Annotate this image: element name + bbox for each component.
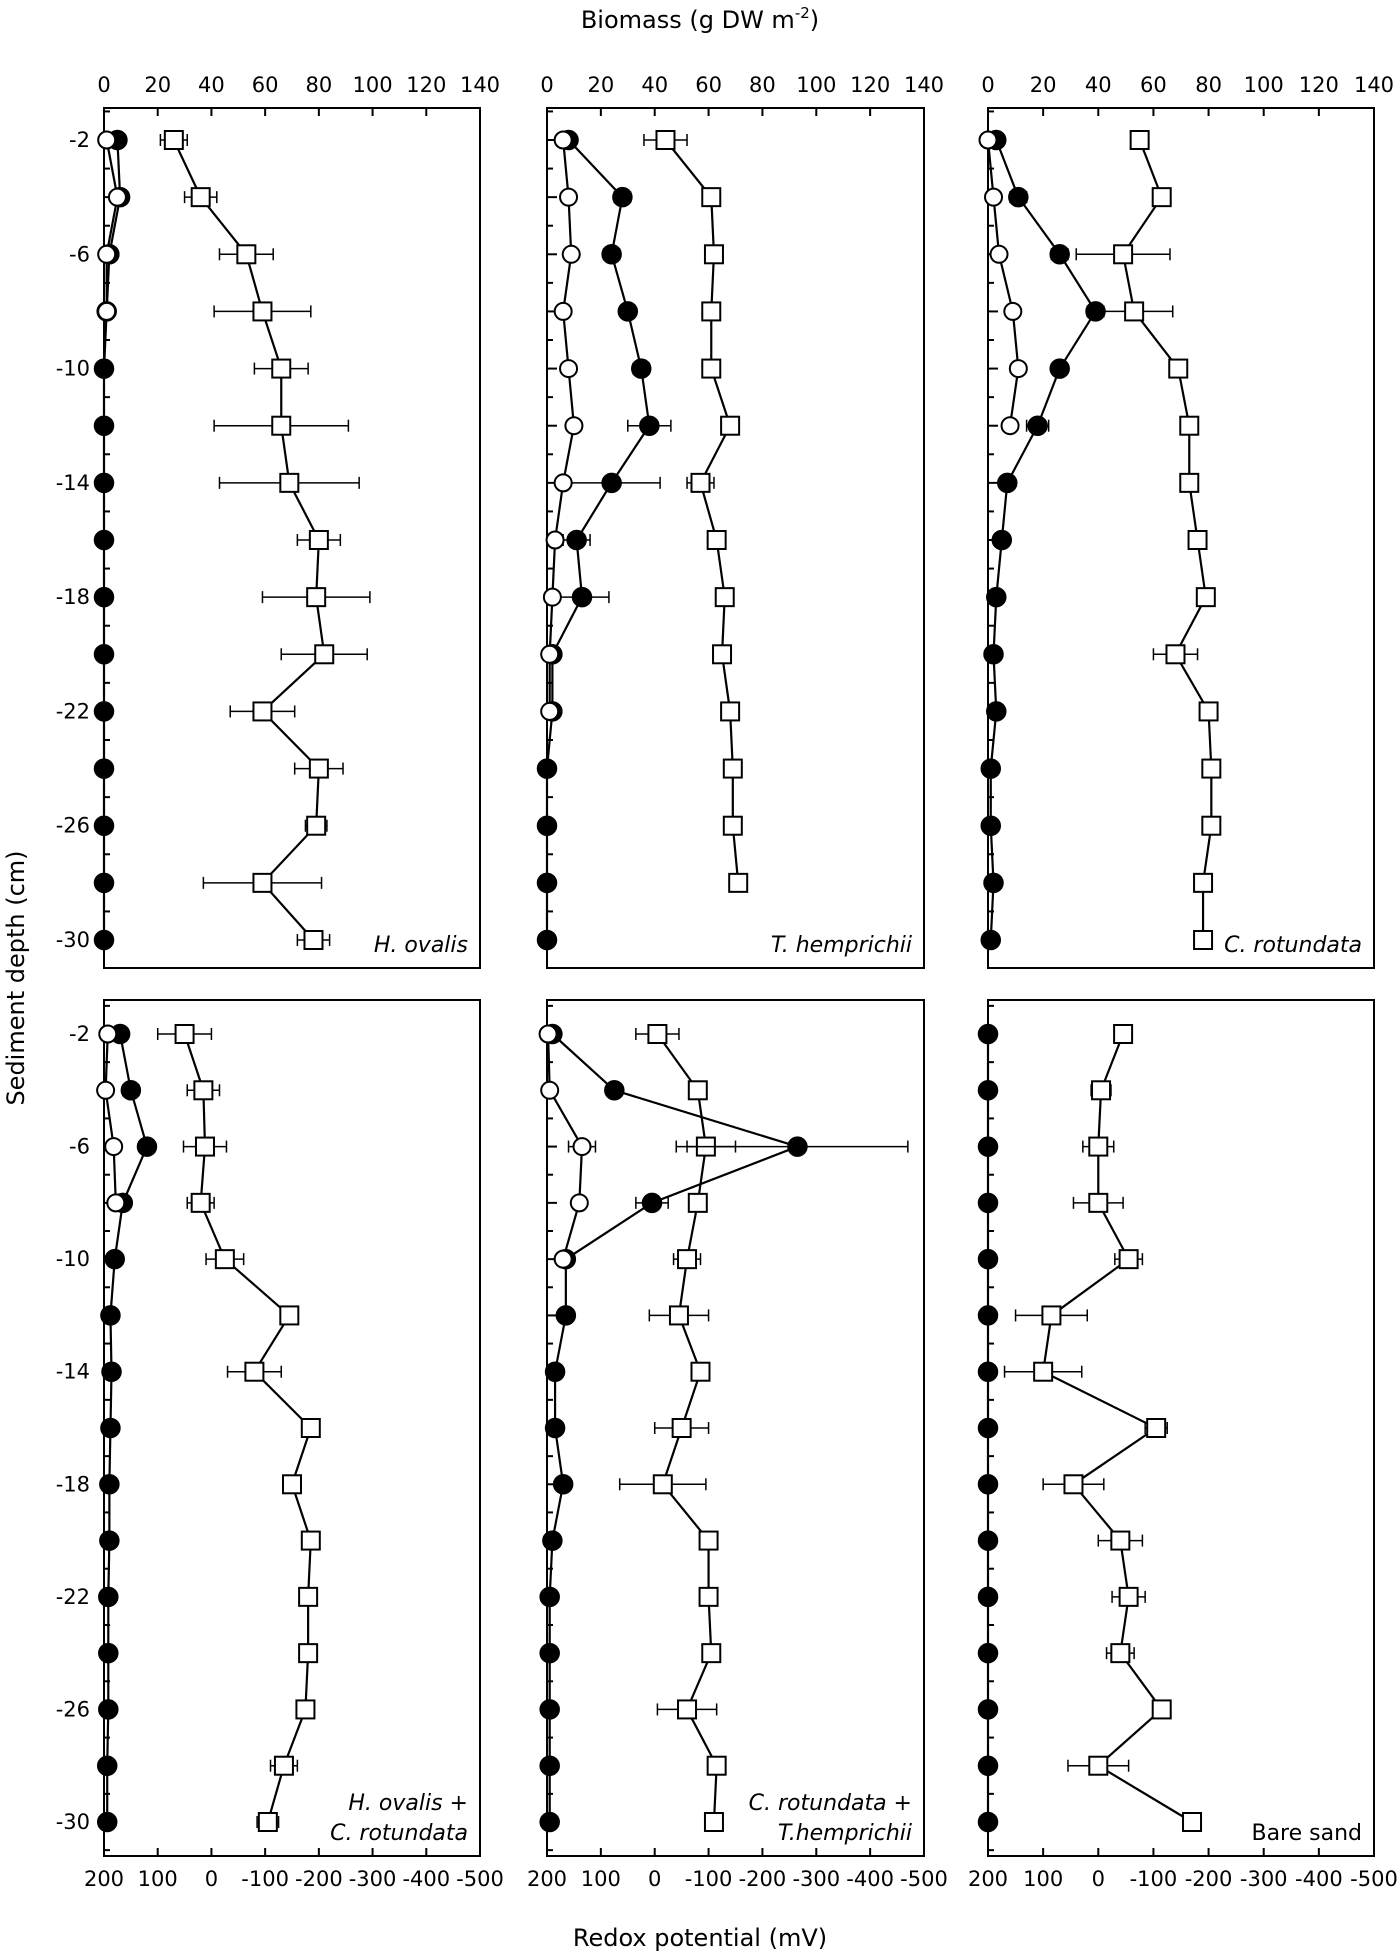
panel-label: T. hemprichii	[770, 933, 912, 958]
open-square-marker	[1153, 1700, 1171, 1718]
x-tick-label: -400	[1295, 1867, 1343, 1891]
filled-circle-marker	[105, 1250, 124, 1269]
open-square-marker	[272, 360, 290, 378]
open-square-marker	[275, 1757, 293, 1775]
open-circle-marker	[99, 1026, 116, 1043]
y-tick-label: -26	[55, 1697, 90, 1722]
x-tick-label: 20	[144, 73, 172, 97]
filled-circle-marker	[987, 702, 1006, 721]
x-tick-label: -300	[348, 1867, 397, 1891]
filled-circle-marker	[979, 1250, 998, 1269]
filled-circle-marker	[95, 702, 114, 721]
open-square-marker	[283, 1475, 301, 1493]
x-tick-label: 0	[97, 73, 111, 97]
y-tick-label: -22	[55, 1584, 90, 1609]
open-circle-marker	[574, 1138, 591, 1155]
y-tick-label: -30	[55, 928, 90, 952]
y-tick-label: -6	[69, 242, 90, 267]
filled-circle-marker	[95, 473, 114, 492]
x-tick-label: 140	[1353, 73, 1395, 97]
filled-circle-marker	[101, 1306, 120, 1325]
x-tick-label: 0	[1091, 1867, 1105, 1891]
panel-6	[968, 1000, 1398, 1891]
x-tick-label: 0	[204, 1867, 219, 1891]
open-square-marker	[1092, 1081, 1110, 1099]
open-square-marker	[1169, 360, 1187, 378]
open-square-marker	[708, 531, 726, 549]
filled-circle-marker	[979, 1419, 998, 1438]
filled-circle-marker	[554, 1475, 573, 1494]
x-tick-label: 60	[695, 73, 722, 97]
filled-circle-marker	[538, 759, 557, 778]
open-circle-marker	[540, 1026, 557, 1043]
open-square-marker	[259, 1813, 277, 1831]
filled-circle-marker	[981, 816, 1000, 835]
filled-circle-marker	[643, 1193, 662, 1212]
panels-layer	[56, 73, 1398, 1891]
filled-circle-marker	[95, 359, 114, 378]
filled-circle-marker	[979, 1813, 998, 1832]
filled-circle-marker	[99, 1644, 118, 1663]
filled-circle-marker	[979, 1193, 998, 1212]
filled-circle-marker	[95, 416, 114, 435]
open-square-marker	[1194, 931, 1212, 949]
open-square-marker	[237, 245, 255, 263]
panel-frame	[104, 108, 480, 968]
x-tick-label: 80	[749, 73, 776, 97]
x-tick-label: 40	[198, 73, 225, 97]
open-square-marker	[1034, 1363, 1052, 1381]
open-circle-marker	[97, 1082, 114, 1099]
x-tick-label: 100	[1243, 73, 1284, 97]
open-square-marker	[192, 188, 210, 206]
open-circle-marker	[555, 1251, 572, 1268]
filled-circle-marker	[992, 531, 1011, 550]
open-square-marker	[176, 1025, 194, 1043]
filled-circle-marker	[95, 645, 114, 664]
open-square-marker	[1153, 188, 1171, 206]
filled-circle-marker	[100, 1475, 119, 1494]
open-square-marker	[1180, 474, 1198, 492]
filled-circle-marker	[540, 1644, 559, 1663]
x-tick-label: 200	[967, 1867, 1009, 1891]
open-circle-marker	[563, 246, 580, 263]
open-circle-marker	[571, 1194, 588, 1211]
open-circle-marker	[1002, 417, 1019, 434]
filled-circle-marker	[1050, 245, 1069, 264]
x-tick-label: 200	[83, 1867, 125, 1891]
open-circle-marker	[1010, 360, 1027, 377]
open-square-marker	[1042, 1306, 1060, 1324]
open-circle-marker	[98, 132, 115, 149]
x-tick-label: 100	[1023, 1867, 1064, 1891]
filled-circle-marker	[95, 931, 114, 950]
filled-circle-marker	[540, 1813, 559, 1832]
open-circle-marker	[560, 189, 577, 206]
open-square-marker	[702, 360, 720, 378]
open-square-marker	[1189, 531, 1207, 549]
y-tick-label: -10	[55, 356, 90, 381]
open-square-marker	[1064, 1475, 1082, 1493]
open-square-marker	[689, 1194, 707, 1212]
open-square-marker	[1120, 1250, 1138, 1268]
open-square-marker	[700, 1588, 718, 1606]
open-circle-marker	[991, 246, 1008, 263]
open-circle-marker	[98, 303, 115, 320]
y-tick-label: -14	[55, 470, 90, 495]
filled-circle-marker	[632, 359, 651, 378]
open-square-marker	[196, 1138, 214, 1156]
open-square-marker	[702, 1644, 720, 1662]
filled-circle-marker	[98, 1813, 117, 1832]
panel-2	[538, 73, 945, 968]
panel-frame	[104, 1000, 480, 1856]
open-square-marker	[302, 1419, 320, 1437]
x-tick-label: 60	[1140, 73, 1167, 97]
filled-circle-marker	[979, 1644, 998, 1663]
x-tick-label: 100	[137, 1867, 178, 1891]
y-tick-label: -26	[55, 813, 90, 838]
filled-circle-marker	[602, 245, 621, 264]
panel-label: H. ovalis	[373, 933, 468, 958]
open-square-marker	[310, 760, 328, 778]
x-tick-label: -400	[846, 1867, 894, 1891]
open-square-marker	[302, 1532, 320, 1550]
open-square-marker	[691, 474, 709, 492]
filled-circle-marker	[788, 1137, 807, 1156]
y-tick-label: -30	[55, 1810, 90, 1834]
x-tick-label: 0	[540, 73, 554, 97]
filled-circle-marker	[979, 1756, 998, 1775]
filled-circle-marker	[979, 1700, 998, 1719]
filled-circle-marker	[101, 1419, 120, 1438]
x-tick-label: -500	[456, 1867, 504, 1891]
bottom-axis-title: Redox potential (mV)	[572, 1924, 828, 1952]
open-square-marker	[724, 760, 742, 778]
open-square-marker	[1120, 1588, 1138, 1606]
open-circle-marker	[541, 1082, 558, 1099]
open-circle-marker	[105, 1138, 122, 1155]
x-tick-label: -500	[1350, 1867, 1398, 1891]
x-tick-label: 140	[903, 73, 945, 97]
open-circle-marker	[541, 646, 558, 663]
panel-label: H. ovalis +	[348, 1791, 468, 1816]
open-square-marker	[1197, 588, 1215, 606]
y-tick-label: -18	[55, 585, 90, 610]
x-tick-label: -100	[684, 1867, 733, 1891]
panel-label: C. rotundata	[330, 1821, 468, 1846]
x-tick-label: -100	[1129, 1867, 1178, 1891]
x-tick-label: -300	[1239, 1867, 1288, 1891]
open-square-marker	[165, 131, 183, 149]
filled-circle-marker	[121, 1081, 140, 1100]
open-square-marker	[700, 1532, 718, 1550]
x-tick-label: -100	[241, 1867, 289, 1891]
y-tick-label: -22	[55, 699, 90, 724]
open-circle-marker	[107, 1194, 124, 1211]
open-square-marker	[280, 1306, 298, 1324]
open-square-marker	[1114, 1025, 1132, 1043]
panel-label: T.hemprichii	[777, 1821, 912, 1846]
filled-circle-marker	[543, 1531, 562, 1550]
filled-circle-marker	[640, 416, 659, 435]
open-square-marker	[656, 131, 674, 149]
open-square-marker	[296, 1700, 314, 1718]
open-square-marker	[1131, 131, 1149, 149]
filled-circle-marker	[99, 1700, 118, 1719]
filled-circle-marker	[602, 473, 621, 492]
open-square-marker	[299, 1644, 317, 1662]
open-square-marker	[702, 188, 720, 206]
open-square-marker	[280, 474, 298, 492]
y-tick-label: -2	[69, 128, 90, 152]
panel-1	[56, 73, 500, 968]
open-square-marker	[272, 417, 290, 435]
filled-circle-marker	[538, 931, 557, 950]
x-tick-label: -400	[402, 1867, 451, 1891]
filled-circle-marker	[95, 873, 114, 892]
filled-circle-marker	[95, 531, 114, 550]
open-circle-marker	[565, 417, 582, 434]
filled-circle-marker	[979, 1587, 998, 1606]
x-tick-label: 100	[352, 73, 393, 97]
open-square-marker	[253, 702, 271, 720]
open-square-marker	[253, 302, 271, 320]
y-tick-label: -14	[55, 1359, 90, 1384]
open-square-marker	[307, 817, 325, 835]
x-tick-label: -300	[792, 1867, 841, 1891]
open-square-marker	[1089, 1194, 1107, 1212]
open-square-marker	[194, 1081, 212, 1099]
filled-circle-marker	[98, 1756, 117, 1775]
top-axis-title: Biomass (g DW $m^{-2}$)	[580, 4, 820, 34]
open-square-marker	[678, 1250, 696, 1268]
open-circle-marker	[547, 532, 564, 549]
open-square-marker	[1183, 1813, 1201, 1831]
open-square-marker	[1111, 1644, 1129, 1662]
filled-circle-marker	[95, 759, 114, 778]
x-tick-label: 40	[641, 73, 669, 97]
open-square-marker	[724, 817, 742, 835]
x-tick-label: 120	[850, 73, 891, 97]
panel-label: C. rotundata	[1224, 933, 1362, 958]
open-square-marker	[1194, 874, 1212, 892]
filled-circle-marker	[981, 931, 1000, 950]
open-square-marker	[705, 1813, 723, 1831]
open-square-marker	[689, 1081, 707, 1099]
open-square-marker	[729, 874, 747, 892]
filled-circle-marker	[1050, 359, 1069, 378]
x-tick-label: 80	[305, 73, 333, 97]
open-circle-marker	[985, 189, 1002, 206]
filled-circle-marker	[540, 1756, 559, 1775]
x-tick-label: 20	[587, 73, 615, 97]
open-square-marker	[253, 874, 271, 892]
open-square-marker	[1180, 417, 1198, 435]
filled-circle-marker	[979, 1025, 998, 1044]
filled-circle-marker	[979, 1137, 998, 1156]
filled-circle-marker	[979, 1531, 998, 1550]
left-axis-title: Sediment depth (cm)	[2, 850, 30, 1106]
open-square-marker	[216, 1250, 234, 1268]
filled-circle-marker	[99, 1587, 118, 1606]
open-square-marker	[315, 645, 333, 663]
filled-circle-marker	[540, 1587, 559, 1606]
x-tick-label: 0	[981, 73, 995, 97]
x-tick-label: 40	[1084, 73, 1112, 97]
filled-circle-marker	[998, 473, 1017, 492]
filled-circle-marker	[137, 1137, 156, 1156]
open-square-marker	[691, 1363, 709, 1381]
open-circle-marker	[109, 189, 126, 206]
open-square-marker	[678, 1700, 696, 1718]
x-tick-label: -500	[900, 1867, 948, 1891]
open-square-marker	[304, 931, 322, 949]
open-square-marker	[310, 531, 328, 549]
filled-circle-marker	[979, 1362, 998, 1381]
x-tick-label: 80	[1195, 73, 1222, 97]
open-square-marker	[1202, 817, 1220, 835]
open-square-marker	[721, 702, 739, 720]
open-square-marker	[705, 245, 723, 263]
y-tick-label: -18	[55, 1472, 90, 1497]
open-square-marker	[1125, 302, 1143, 320]
open-square-marker	[721, 417, 739, 435]
open-square-marker	[245, 1363, 263, 1381]
open-circle-marker	[555, 474, 572, 491]
open-circle-marker	[541, 703, 558, 720]
x-tick-label: 20	[1029, 73, 1057, 97]
open-circle-marker	[560, 360, 577, 377]
open-square-marker	[1114, 245, 1132, 263]
x-tick-label: 200	[526, 1867, 568, 1891]
open-square-marker	[1147, 1419, 1165, 1437]
filled-circle-marker	[95, 588, 114, 607]
y-tick-label: -2	[69, 1022, 90, 1046]
x-tick-label: -200	[295, 1867, 343, 1891]
panel-frame	[547, 108, 924, 968]
open-square-marker	[1202, 760, 1220, 778]
open-circle-marker	[544, 589, 561, 606]
x-tick-label: 100	[580, 1867, 621, 1891]
open-circle-marker	[980, 132, 997, 149]
filled-circle-marker	[613, 188, 632, 207]
open-square-marker	[1200, 702, 1218, 720]
filled-circle-marker	[981, 759, 1000, 778]
open-square-marker	[708, 1757, 726, 1775]
filled-circle-marker	[556, 1306, 575, 1325]
open-square-marker	[1111, 1532, 1129, 1550]
open-square-marker	[299, 1588, 317, 1606]
filled-circle-marker	[984, 873, 1003, 892]
filled-circle-marker	[573, 588, 592, 607]
filled-circle-marker	[618, 302, 637, 321]
x-tick-label: 60	[251, 73, 279, 97]
open-square-marker	[648, 1025, 666, 1043]
open-square-marker	[192, 1194, 210, 1212]
filled-circle-marker	[1086, 302, 1105, 321]
open-square-marker	[1166, 645, 1184, 663]
filled-circle-marker	[605, 1081, 624, 1100]
x-tick-label: 140	[459, 73, 501, 97]
open-square-marker	[1089, 1757, 1107, 1775]
filled-circle-marker	[102, 1362, 121, 1381]
filled-circle-marker	[1028, 416, 1047, 435]
open-square-marker	[307, 588, 325, 606]
x-tick-label: -200	[1184, 1867, 1233, 1891]
panel-label: Bare sand	[1251, 1821, 1362, 1846]
open-square-marker	[713, 645, 731, 663]
x-tick-label: 120	[1298, 73, 1339, 97]
filled-circle-marker	[979, 1306, 998, 1325]
open-circle-marker	[555, 303, 572, 320]
panel-label: C. rotundata +	[748, 1791, 912, 1816]
open-square-marker	[702, 302, 720, 320]
filled-circle-marker	[1009, 188, 1028, 207]
x-tick-label: 120	[406, 73, 447, 97]
x-tick-label: -200	[738, 1867, 787, 1891]
filled-circle-marker	[979, 1475, 998, 1494]
panel-3	[980, 73, 1395, 968]
open-square-marker	[1089, 1138, 1107, 1156]
filled-circle-marker	[567, 531, 586, 550]
panel-5	[527, 1000, 948, 1891]
filled-circle-marker	[100, 1531, 119, 1550]
open-circle-marker	[1004, 303, 1021, 320]
filled-circle-marker	[540, 1700, 559, 1719]
open-square-marker	[654, 1475, 672, 1493]
panel-4	[56, 1000, 504, 1891]
open-square-marker	[670, 1306, 688, 1324]
y-tick-label: -6	[69, 1134, 90, 1159]
filled-circle-marker	[546, 1419, 565, 1438]
filled-circle-marker	[979, 1081, 998, 1100]
open-square-marker	[716, 588, 734, 606]
filled-circle-marker	[538, 873, 557, 892]
x-tick-label: 0	[648, 1867, 662, 1891]
open-circle-marker	[555, 132, 572, 149]
panel-frame	[988, 1000, 1374, 1856]
filled-circle-marker	[95, 816, 114, 835]
y-tick-label: -10	[55, 1247, 90, 1272]
filled-circle-marker	[546, 1362, 565, 1381]
x-tick-label: 100	[796, 73, 837, 97]
open-circle-marker	[98, 246, 115, 263]
filled-circle-marker	[984, 645, 1003, 664]
filled-circle-marker	[538, 816, 557, 835]
open-square-marker	[673, 1419, 691, 1437]
filled-circle-marker	[987, 588, 1006, 607]
